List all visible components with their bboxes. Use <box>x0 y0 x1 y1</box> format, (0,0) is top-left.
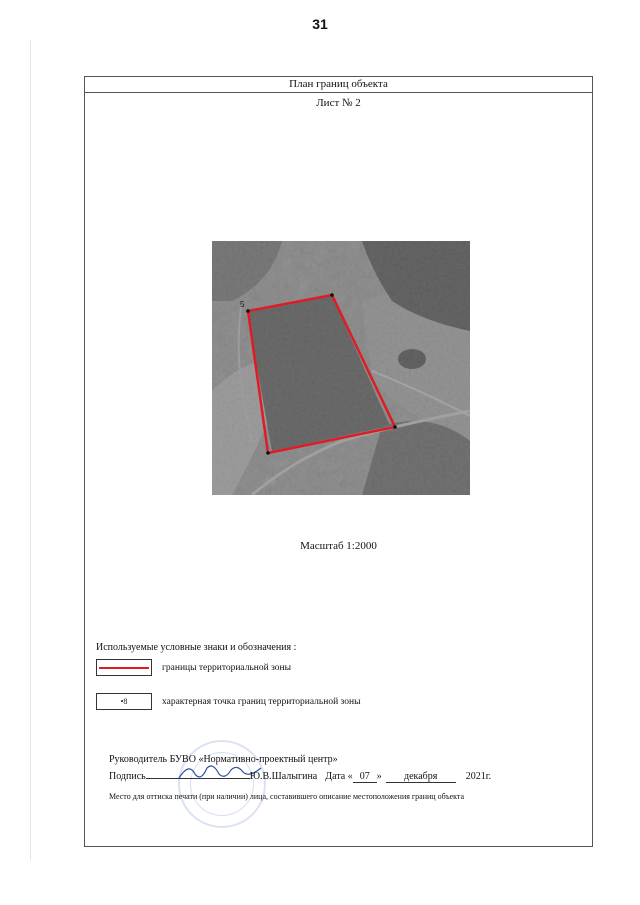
stamp-note: Место для оттиска печати (при наличии) лица, составившего описание местоположения границ объекта <box>109 792 465 801</box>
signature-line <box>109 767 589 783</box>
boundary-point <box>330 293 334 297</box>
boundary-point <box>393 425 397 429</box>
date-year: 2021г. <box>465 771 492 782</box>
date-month: декабря <box>386 771 456 783</box>
sheet-label: Лист № 2 <box>316 97 361 109</box>
date-quote-close: » <box>376 771 382 782</box>
document-frame <box>84 76 593 847</box>
map-scale: Масштаб 1:2000 <box>300 540 377 552</box>
signature-block <box>109 754 589 801</box>
head-title: Руководитель БУВО «Нормативно-проектный центр» <box>109 754 338 765</box>
frame-title: План границ объекта <box>85 77 592 93</box>
page-edge-line <box>30 40 31 860</box>
legend-title: Используемые условные знаки и обозначения : <box>96 642 297 653</box>
page-number: 31 <box>312 16 328 32</box>
aerial-photo-image <box>212 241 470 495</box>
legend-point-text: характерная точка границ территориальной зоны <box>162 697 361 707</box>
signature-blank <box>146 767 250 779</box>
boundary-point <box>246 309 250 313</box>
boundary-point <box>266 451 270 455</box>
aerial-photo <box>212 241 470 495</box>
point-label: 5 <box>240 300 245 309</box>
legend-boundary-symbol <box>96 659 152 676</box>
red-line-symbol <box>99 667 149 669</box>
legend-boundary-text: границы территориальной зоны <box>162 663 292 673</box>
legend-point-symbol: •8 <box>96 693 152 710</box>
signature-label: Подпись <box>109 771 146 782</box>
signer-name: Ю.В.Шалыгина <box>249 771 318 782</box>
date-label: Дата « <box>325 771 353 782</box>
date-day: 07 <box>353 771 377 783</box>
